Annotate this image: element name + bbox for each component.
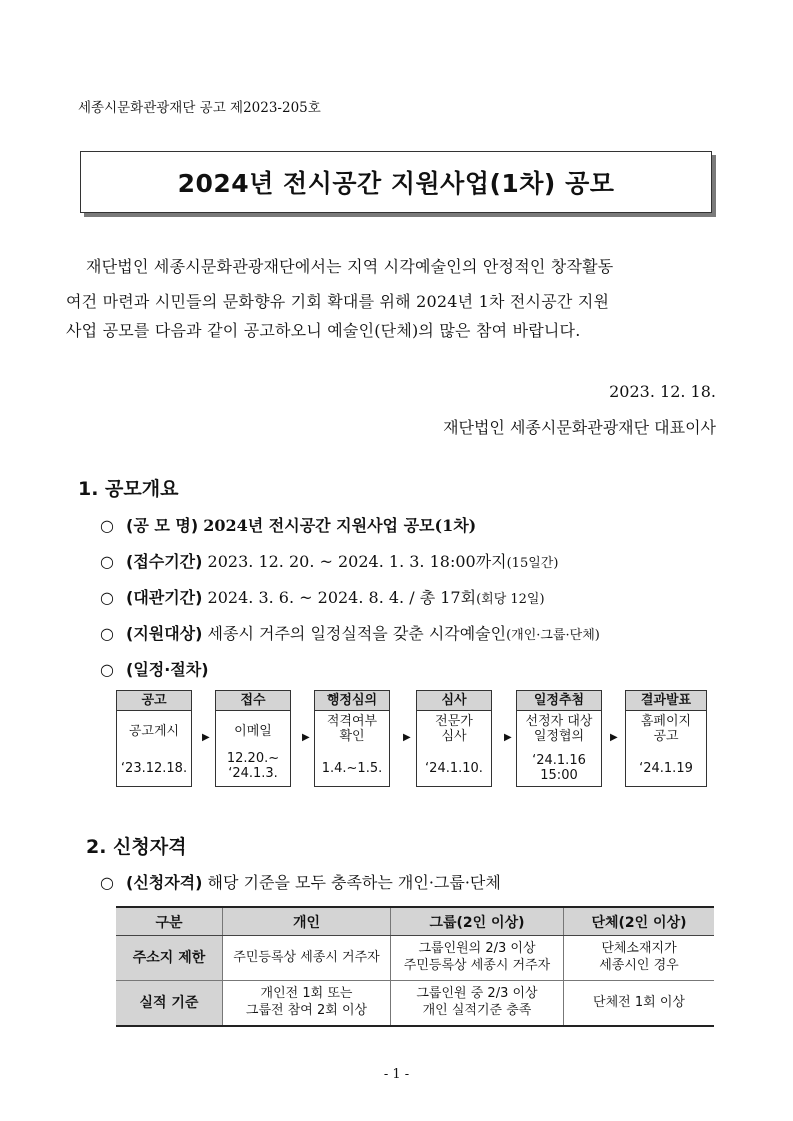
process-step-receipt: [215, 690, 291, 787]
item-note: (회당 12일): [476, 592, 545, 607]
process-step-announcement: [625, 690, 707, 787]
item-text: 세종시 거주의 일정실적을 갖춘 시각예술인: [207, 624, 507, 643]
arrow-right-icon: ▶: [302, 732, 310, 743]
item-text: 2024년 전시공간 지원사업 공모(1차): [203, 516, 477, 535]
table-cell: 단체전 1회 이상: [564, 981, 715, 1027]
step-body: 홈페이지 공고: [640, 714, 692, 744]
overview-item-period: [100, 549, 558, 572]
item-label: (대관기간): [126, 588, 203, 607]
column-header: 구분: [116, 907, 223, 936]
step-body: 공고게시: [128, 724, 180, 739]
item-note: (15일간): [506, 556, 559, 571]
table-header-row: [116, 907, 714, 936]
item-note: (개인·그룹·단체): [506, 628, 600, 643]
step-date: ‘24.1.16 15:00: [532, 753, 586, 784]
intro-line-1: 재단법인 세종시문화관광재단에서는 지역 시각예술인의 안정적인 창작활동: [86, 257, 614, 276]
process-step-lottery: [516, 690, 602, 787]
step-title: 접수: [216, 691, 290, 711]
bullet-circle: ○: [100, 516, 114, 535]
bullet-circle: ○: [100, 588, 114, 607]
table-cell: 단체소재지가 세종시인 경우: [564, 936, 715, 981]
step-body: 전문가 심사: [435, 714, 473, 744]
notice-date: 2023. 12. 18.: [609, 382, 716, 401]
table-row: [116, 981, 714, 1027]
row-header: 주소지 제한: [116, 936, 223, 981]
eligibility-table: [116, 906, 714, 1027]
item-label: (공 모 명): [126, 516, 199, 535]
overview-item-name: [100, 513, 476, 536]
intro-line-3: 사업 공모를 다음과 같이 공고하오니 예술인(단체)의 많은 참여 바랍니다.: [66, 321, 581, 340]
document-title-text: 2024년 전시공간 지원사업(1차) 공모: [177, 169, 615, 198]
overview-item-schedule: [100, 657, 209, 680]
column-header: 단체(2인 이상): [564, 907, 715, 936]
column-header: 개인: [223, 907, 391, 936]
step-body: 이메일: [234, 724, 272, 739]
section-1-heading: 1. 공모개요: [78, 478, 179, 500]
intro-line-2: 여건 마련과 시민들의 문화향유 기회 확대를 위해 2024년 1차 전시공간 지원: [66, 292, 610, 311]
notice-number: 세종시문화관광재단 공고 제2023-205호: [78, 100, 321, 116]
table-cell: 그룹인원 중 2/3 이상 개인 실적기준 충족: [391, 981, 564, 1027]
item-label: (일정·절차): [126, 660, 209, 679]
page-number: - 1 -: [383, 1067, 410, 1082]
item-label: (신청자격): [126, 873, 203, 892]
section-2-heading: 2. 신청자격: [86, 836, 187, 858]
arrow-right-icon: ▶: [610, 732, 618, 743]
step-date: ‘23.12.18.: [120, 761, 188, 777]
step-title: 결과발표: [626, 691, 706, 711]
item-text: 해당 기준을 모두 충족하는 개인·그룹·단체: [207, 873, 501, 892]
issuer-name: 재단법인 세종시문화관광재단 대표이사: [443, 418, 716, 437]
step-title: 공고: [117, 691, 191, 711]
arrow-right-icon: ▶: [202, 732, 210, 743]
item-label: (지원대상): [126, 624, 203, 643]
bullet-circle: ○: [100, 552, 114, 571]
process-step-notice: [116, 690, 192, 787]
overview-item-rental: [100, 585, 545, 608]
item-text: 2023. 12. 20. ~ 2024. 1. 3. 18:00까지: [207, 552, 507, 571]
step-body: 적격여부 확인: [326, 714, 378, 744]
table-cell: 그룹인원의 2/3 이상 주민등록상 세종시 거주자: [391, 936, 564, 981]
column-header: 그룹(2인 이상): [391, 907, 564, 936]
step-date: ‘24.1.19: [639, 761, 693, 777]
step-body: 선정자 대상 일정협의: [525, 714, 593, 744]
row-header: 실적 기준: [116, 981, 223, 1027]
process-step-evaluation: [416, 690, 492, 787]
step-title: 일정추첨: [517, 691, 601, 711]
overview-item-target: [100, 621, 600, 644]
arrow-right-icon: ▶: [504, 732, 512, 743]
table-cell: 개인전 1회 또는 그룹전 참여 2회 이상: [223, 981, 391, 1027]
document-title: [80, 151, 712, 213]
step-date: ‘24.1.10.: [425, 761, 483, 777]
process-step-admin-review: [314, 690, 390, 787]
arrow-right-icon: ▶: [403, 732, 411, 743]
step-title: 행정심의: [315, 691, 389, 711]
bullet-circle: ○: [100, 873, 114, 892]
eligibility-item: [100, 870, 501, 893]
step-date: 12.20.~ ‘24.1.3.: [226, 751, 280, 782]
bullet-circle: ○: [100, 660, 114, 679]
step-title: 심사: [417, 691, 491, 711]
step-date: 1.4.~1.5.: [321, 761, 383, 777]
item-text: 2024. 3. 6. ~ 2024. 8. 4. / 총 17회: [207, 588, 477, 607]
table-row: [116, 936, 714, 981]
bullet-circle: ○: [100, 624, 114, 643]
table-cell: 주민등록상 세종시 거주자: [223, 936, 391, 981]
item-label: (접수기간): [126, 552, 203, 571]
